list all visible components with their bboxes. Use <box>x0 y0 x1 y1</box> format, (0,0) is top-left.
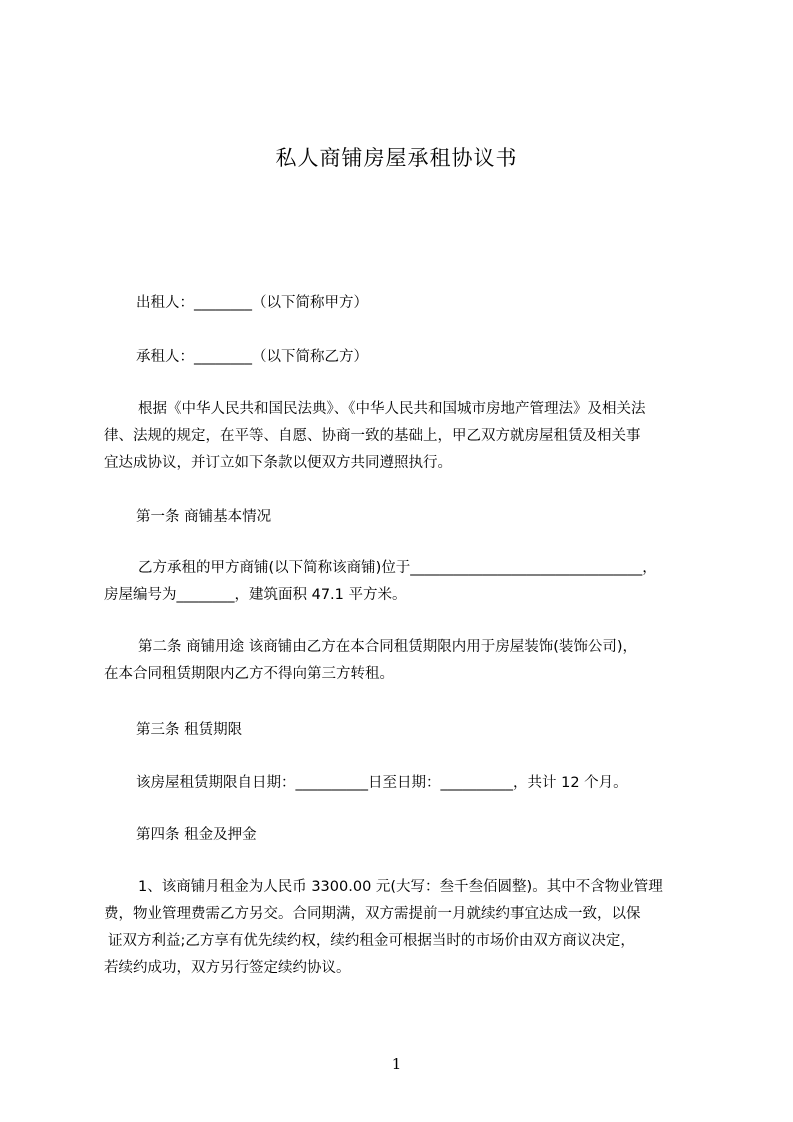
article2-line: 第二条 商铺用途 该商铺由乙方在本合同租赁期限内用于房屋装饰(装饰公司)， <box>138 639 638 655</box>
preamble-line: 宜达成协议，并订立如下条款以便双方共同遵照执行。 <box>104 455 452 471</box>
article2-paragraph <box>104 634 724 688</box>
document-title: 私人商铺房屋承租协议书 <box>275 146 518 170</box>
article2-line: 在本合同租赁期限内乙方不得向第三方转租。 <box>104 666 394 682</box>
article4-line: 若续约成功，双方另行签定续约协议。 <box>104 960 351 976</box>
article4-line: 费，物业管理费需乙方另交。合同期满，双方需提前一月就续约事宜达成一致，以保 <box>104 906 641 922</box>
article1-heading: 第一条 商铺基本情况 <box>136 509 272 525</box>
article1-line: 房屋编号为________，建筑面积 47.1 平方米。 <box>104 587 407 603</box>
lessee-line: 承租人：________（以下简称乙方） <box>136 349 368 365</box>
article1-line: 乙方承租的甲方商铺(以下简称该商铺)位于________________________________， <box>138 560 657 576</box>
preamble-line: 根据《中华人民共和国民法典》、《中华人民共和国城市房地产管理法》及相关法 <box>138 401 646 417</box>
article3-heading: 第三条 租赁期限 <box>136 722 243 738</box>
lessor-line: 出租人：________（以下简称甲方） <box>136 295 368 311</box>
article4-line: 证双方利益;乙方享有优先续约权，续约租金可根据当时的市场价由双方商议决定， <box>108 933 635 949</box>
preamble-paragraph <box>104 396 724 477</box>
article4-line: 1、该商铺月租金为人民币 3300.00 元(大写：叁千叁佰圆整)。其中不含物业管理 <box>138 879 663 895</box>
article1-paragraph <box>104 555 724 609</box>
page-number: 1 <box>391 1055 402 1073</box>
article4-paragraph <box>104 874 724 982</box>
preamble-line: 律、法规的规定，在平等、自愿、协商一致的基础上，甲乙双方就房屋租赁及相关事 <box>104 428 641 444</box>
article4-heading: 第四条 租金及押金 <box>136 827 257 843</box>
article3-body: 该房屋租赁期限自日期：__________日至日期：__________，共计 12 个月。 <box>136 775 628 791</box>
